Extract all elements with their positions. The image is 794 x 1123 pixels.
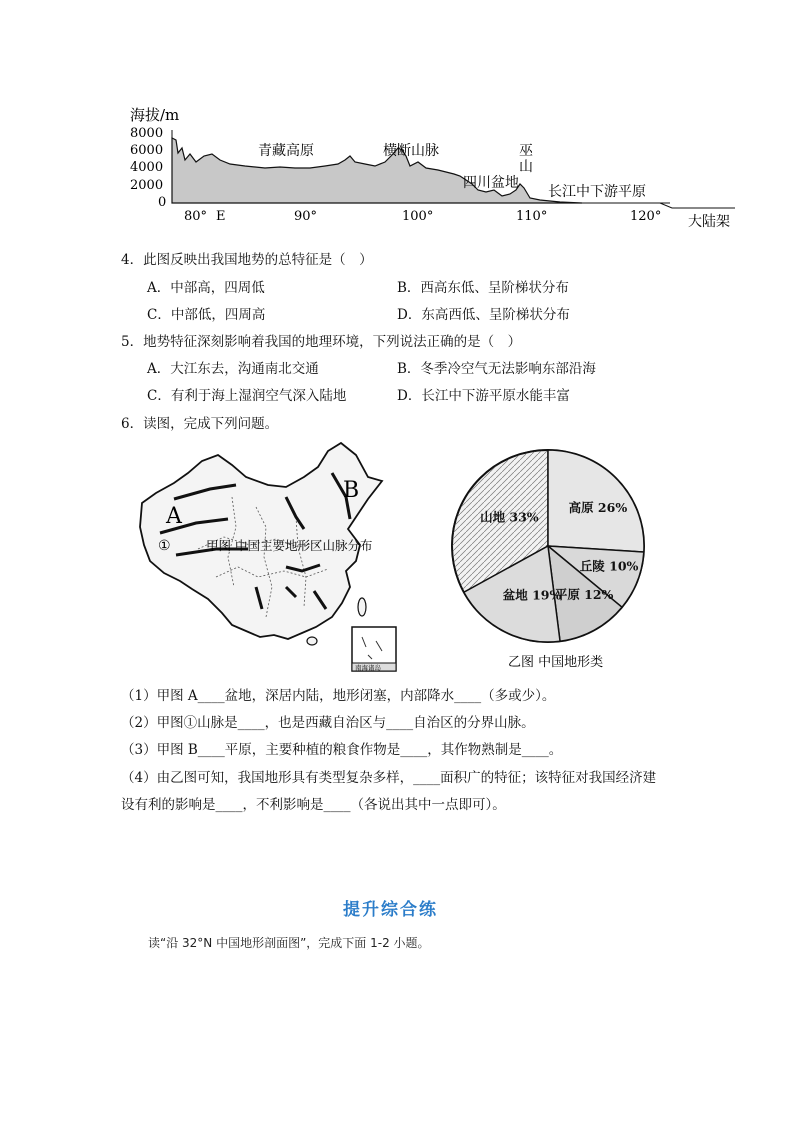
q6-stem: 6．读图，完成下列问题。 — [121, 416, 279, 432]
q4-option-c[interactable]: C．中部低，四周高 — [147, 307, 266, 323]
pie-label-平原: 平原 12% — [554, 586, 614, 602]
q4-option-b[interactable]: B．西高东低、呈阶梯状分布 — [397, 280, 569, 296]
label-hengduan: 横断山脉 — [383, 143, 439, 159]
pie-label-丘陵: 丘陵 10% — [579, 558, 639, 574]
pie-label-盆地: 盆地 19% — [502, 587, 562, 603]
q5-option-d[interactable]: D．长江中下游平原水能丰富 — [397, 388, 570, 404]
y-tick-8000: 8000 — [130, 126, 164, 141]
x-tick-120: 120° — [630, 209, 662, 224]
y-tick-0: 0 — [158, 195, 167, 210]
q6-sub3: （3）甲图 B____平原，主要种植的粮食作物是____，其作物熟制是____。 — [121, 742, 563, 758]
landform-pie-chart — [448, 448, 660, 670]
map-label-a: A — [166, 504, 182, 529]
x-tick-100: 100° — [402, 209, 434, 224]
pie-caption: 乙图 中国地形类 — [508, 655, 604, 670]
y-tick-4000: 4000 — [130, 160, 164, 175]
pie-label-高原: 高原 26% — [568, 499, 628, 515]
pie-label-山地: 山地 33% — [480, 509, 539, 525]
label-sichuan: 四川盆地 — [463, 175, 519, 191]
label-qingzang: 青藏高原 — [258, 143, 314, 159]
china-map — [136, 437, 406, 677]
q5-option-a[interactable]: A．大江东去，沟通南北交通 — [147, 361, 319, 377]
map-label-b: B — [343, 478, 360, 503]
q5-option-c[interactable]: C．有利于海上湿润空气深入陆地 — [147, 388, 347, 404]
section-intro: 读“沿 32°N 中国地形剖面图”，完成下面 1-2 小题。 — [148, 936, 430, 950]
label-shan: 山 — [519, 159, 533, 175]
x-tick-80: 80° — [184, 209, 208, 224]
y-tick-6000: 6000 — [130, 143, 164, 158]
label-changjiang: 长江中下游平原 — [548, 184, 646, 200]
label-shelf: 大陆架 — [688, 214, 730, 230]
terrain-profile-chart — [120, 98, 740, 238]
section-title: 提升综合练 — [343, 900, 438, 920]
pie-slices — [452, 450, 644, 642]
y-tick-2000: 2000 — [130, 178, 164, 193]
q6-sub4-line1: （4）由乙图可知，我国地形具有类型复杂多样，____面积广的特征；该特征对我国经济建 — [121, 770, 657, 786]
x-tick-110: 110° — [516, 209, 548, 224]
q4-stem: 4．此图反映出我国地势的总特征是（ ） — [121, 252, 373, 268]
q4-option-a[interactable]: A．中部高，四周低 — [147, 280, 265, 296]
x-tick-E: E — [216, 209, 226, 224]
map-label-circle1: ① — [158, 538, 171, 554]
q6-sub2: （2）甲图①山脉是____，也是西藏自治区与____自治区的分界山脉。 — [121, 715, 535, 731]
q6-sub1: （1）甲图 A____盆地，深居内陆，地形闭塞，内部降水____（多或少）。 — [121, 688, 556, 704]
q6-sub4-line2: 设有利的影响是____，不利影响是____（各说出其中一点即可）。 — [121, 797, 506, 813]
y-axis-label: 海拔/m — [130, 106, 180, 124]
q4-option-d[interactable]: D．东高西低、呈阶梯状分布 — [397, 307, 570, 323]
map-caption: 甲图 中国主要地形区山脉分布 — [206, 538, 373, 553]
q5-option-b[interactable]: B．冬季冷空气无法影响东部沿海 — [397, 361, 596, 377]
label-wu: 巫 — [519, 143, 533, 159]
inset-label: 南海诸岛 — [355, 664, 381, 672]
x-tick-90: 90° — [294, 209, 318, 224]
q5-stem: 5．地势特征深刻影响着我国的地理环境，下列说法正确的是（ ） — [121, 334, 522, 350]
